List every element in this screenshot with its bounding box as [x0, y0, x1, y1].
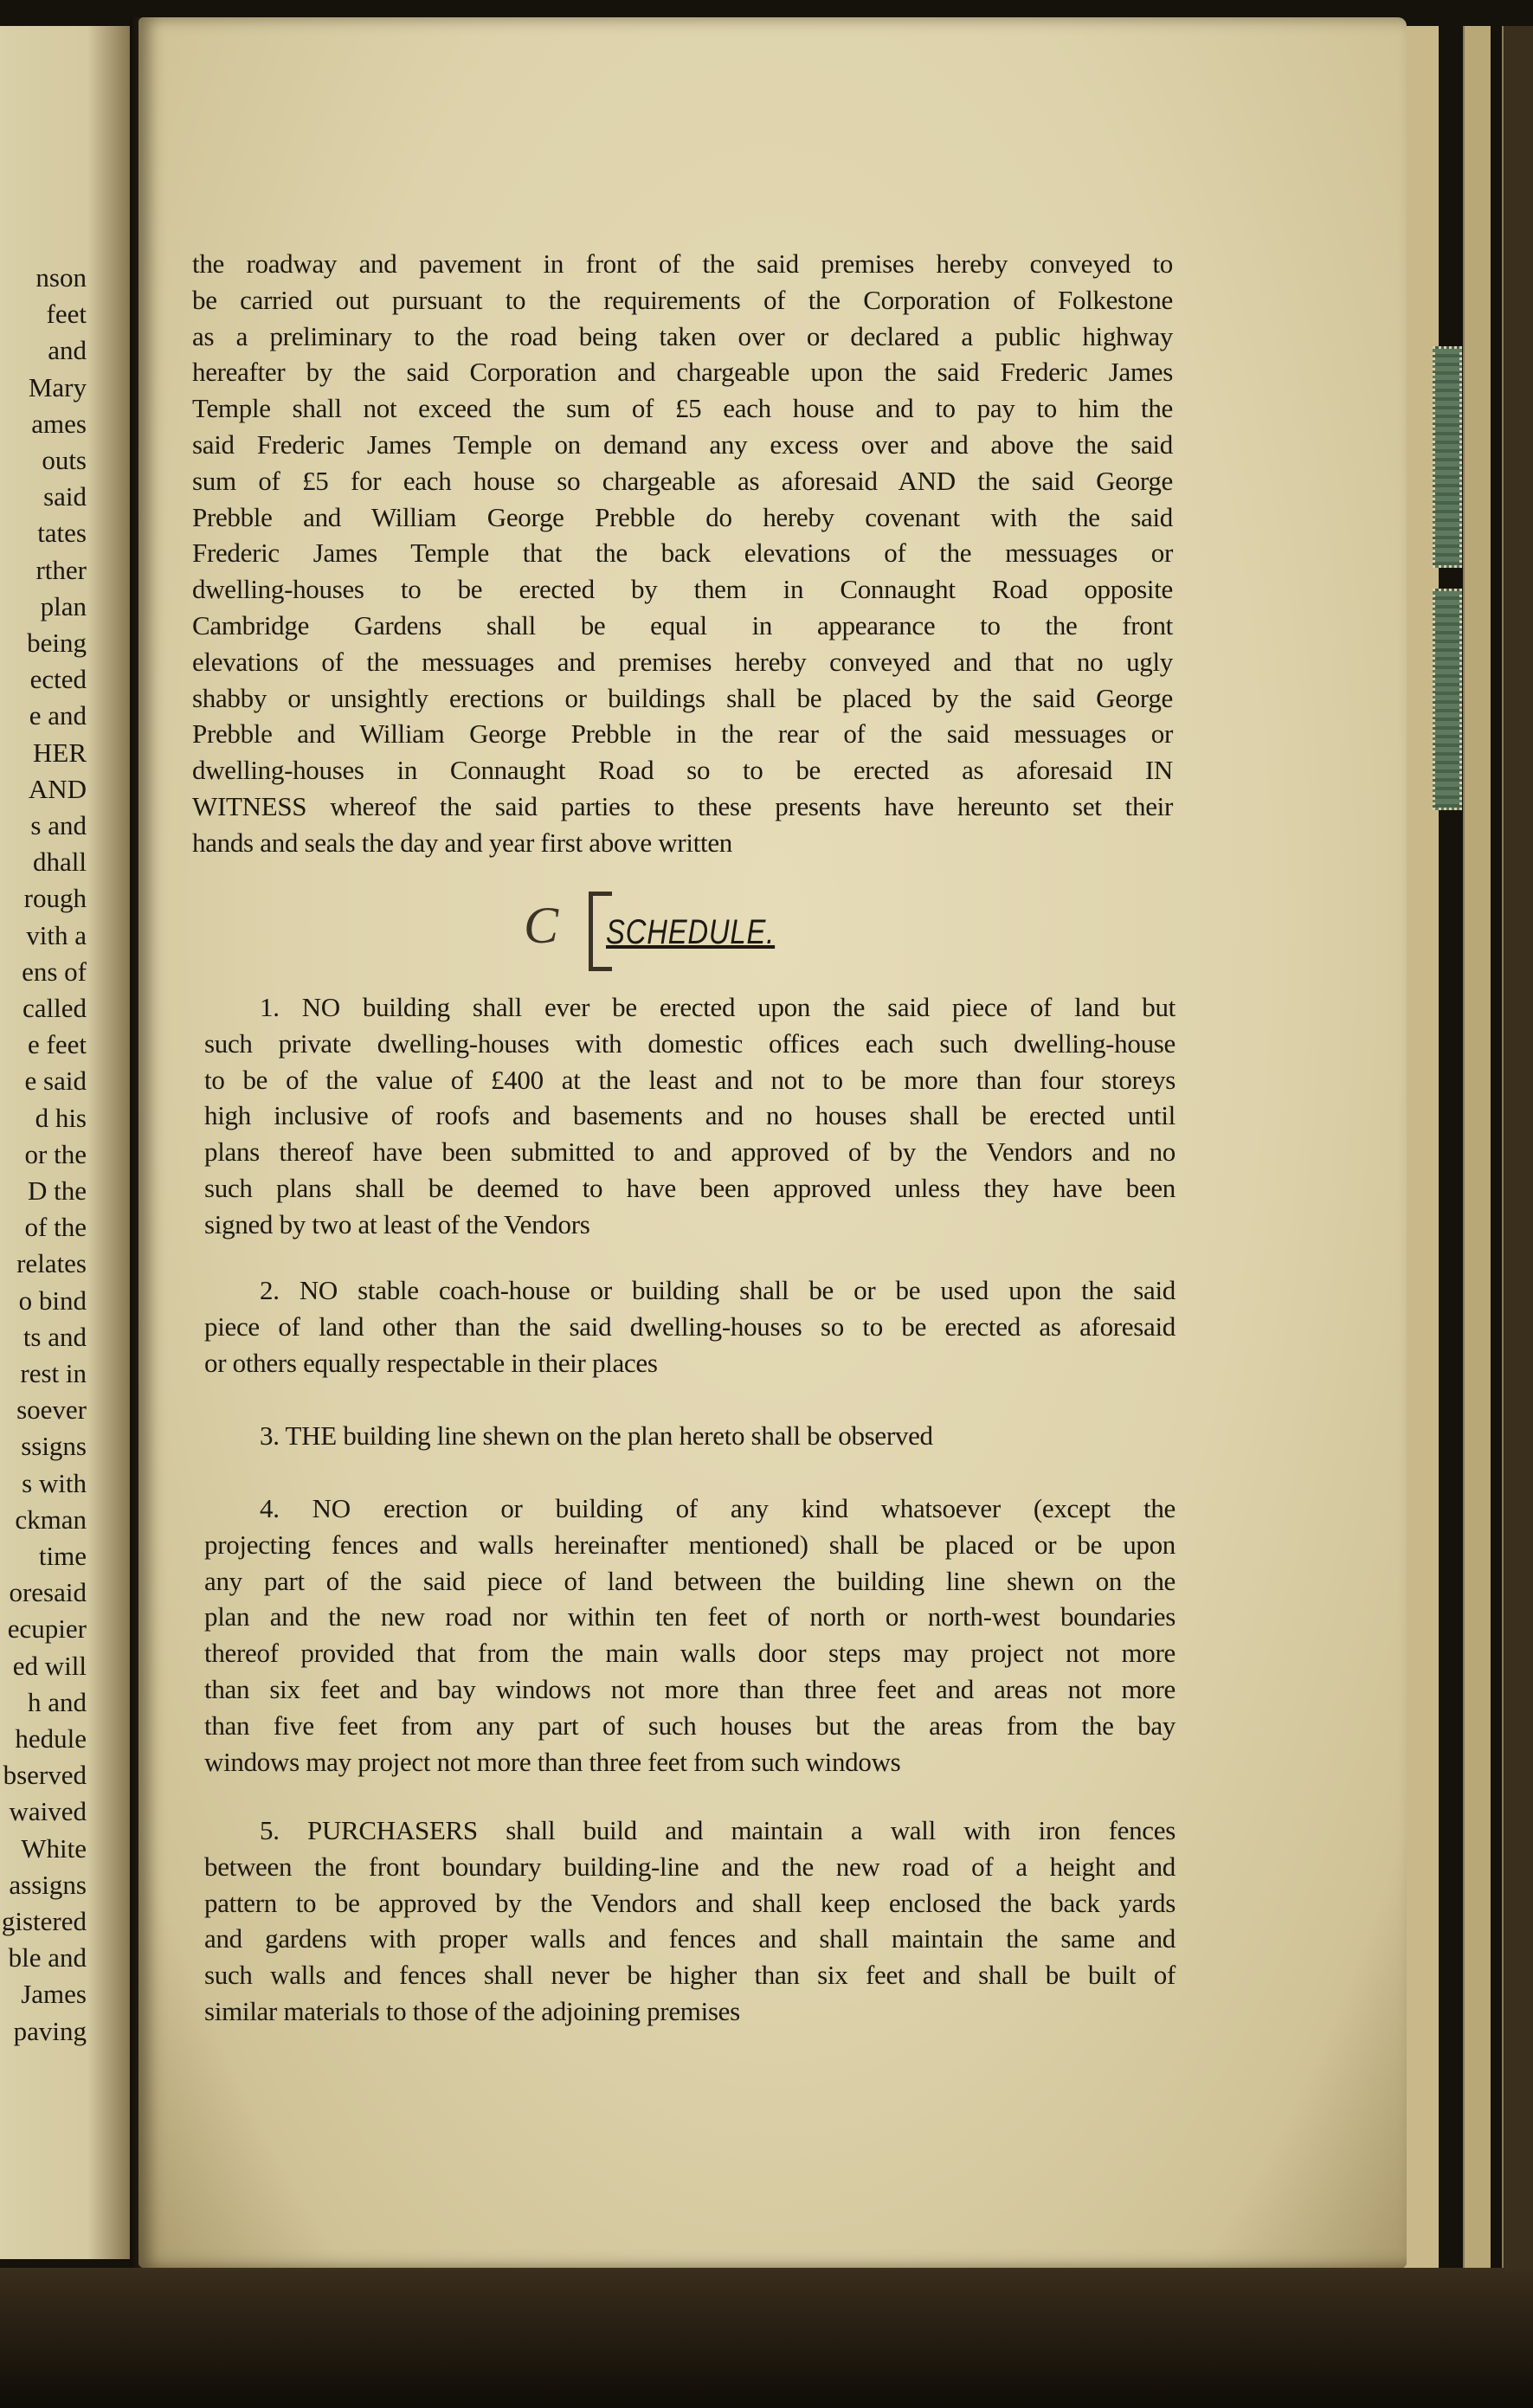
left-page-line: gistered [1, 1906, 87, 1936]
text-line: Prebble and William George Prebble do hereby covenant with the said [192, 501, 1173, 532]
text-line: Cambridge Gardens shall be equal in appearance to the front [192, 610, 1173, 641]
left-page-line: AND [28, 773, 87, 804]
text-line: 4. NO erection or building of any kind whatsoever (except the [260, 1493, 1176, 1523]
text-line: any part of the said piece of land between the building line shewn on the [204, 1565, 1176, 1596]
left-page-line: assigns [9, 1869, 87, 1900]
schedule-heading: SCHEDULE. [606, 913, 776, 951]
left-page-line: D the [27, 1175, 87, 1206]
text-line: be carried out pursuant to the requirements of the Corporation of Folkestone [192, 284, 1173, 315]
left-page-line: said [43, 481, 87, 512]
text-line: the roadway and pavement in front of the said premises hereby conveyed to [192, 248, 1173, 279]
left-page-line: ames [31, 408, 87, 439]
text-line: elevations of the messuages and premises hereby conveyed and that no ugly [192, 646, 1173, 677]
left-page-line: o bind [18, 1284, 87, 1316]
left-page-line: plan [40, 590, 87, 621]
text-line: or others equally respectable in their places [204, 1347, 658, 1378]
left-page-line: called [22, 993, 87, 1023]
text-line: windows may project not more than three feet from such windows [204, 1746, 901, 1777]
left-page-line: or the [24, 1138, 87, 1169]
left-page-line: relates [16, 1248, 87, 1279]
left-page-line: d his [35, 1102, 87, 1133]
text-line: projecting fences and walls hereinafter mentioned) shall be placed or be upon [204, 1529, 1176, 1560]
left-page-line: waived [9, 1796, 87, 1827]
text-line: hands and seals the day and year first above written [192, 827, 732, 858]
text-line: than six feet and bay windows not more than three feet and areas not more [204, 1674, 1176, 1704]
left-page-line: hedule [15, 1723, 87, 1754]
text-line: 2. NO stable coach-house or building shall be or be used upon the said [260, 1275, 1176, 1305]
left-page-line: ens of [22, 956, 87, 987]
revenue-stamp [1433, 589, 1462, 810]
text-line: dwelling-houses to be erected by them in Connaught Road opposite [192, 574, 1173, 605]
left-page-line: James [21, 1979, 87, 2010]
left-page-line: being [27, 628, 87, 658]
handwritten-mark: C [524, 897, 559, 954]
left-page-line: of the [24, 1212, 87, 1243]
text-line: and gardens with proper walls and fences and shall maintain the same and [204, 1923, 1176, 1954]
left-page-line: bserved [3, 1760, 87, 1791]
left-page-line: ecupier [7, 1613, 87, 1645]
left-page-line: s with [22, 1467, 87, 1498]
text-line: Temple shall not exceed the sum of £5 each house and to pay to him the [192, 393, 1173, 424]
left-page-line: time [38, 1541, 87, 1571]
text-line: thereof provided that from the main walls door steps may project not more [204, 1638, 1176, 1669]
text-line: said Frederic James Temple on demand any excess over and above the said [192, 429, 1173, 460]
left-page-line: rther [35, 554, 87, 585]
left-page-line: e said [24, 1066, 87, 1097]
left-page-line: oresaid [9, 1577, 87, 1608]
text-line: Prebble and William George Prebble in the rear of the said messuages or [192, 718, 1173, 750]
text-line: 5. PURCHASERS shall build and maintain a wall with iron fences [260, 1815, 1176, 1845]
text-line: to be of the value of £400 at the least and not to be more than four storeys [204, 1064, 1176, 1095]
text-line: sum of £5 for each house so chargeable as aforesaid AND the said George [192, 465, 1173, 496]
left-page-line: dhall [33, 847, 87, 878]
text-line: WITNESS whereof the said parties to these presents have hereunto set their [192, 791, 1173, 821]
text-line: high inclusive of roofs and basements and no houses shall be erected until [204, 1100, 1176, 1131]
left-page-line: nson [35, 262, 87, 293]
binding-edge [1502, 26, 1533, 2294]
text-line: pattern to be approved by the Vendors and shall keep enclosed the back yards [204, 1887, 1176, 1918]
left-page-line: rest in [20, 1358, 87, 1388]
left-page-line: s and [30, 810, 87, 840]
left-page-line: paving [13, 2015, 87, 2046]
text-line: as a preliminary to the road being taken over or declared a public highway [192, 320, 1173, 351]
text-line: piece of land other than the said dwelling-houses so to be erected as aforesaid [204, 1310, 1176, 1342]
left-page-line: and [48, 335, 87, 366]
text-line: between the front boundary building-line and the new road of a height and [204, 1851, 1176, 1882]
left-page-line: HER [33, 737, 87, 768]
text-line: signed by two at least of the Vendors [204, 1208, 590, 1239]
text-line: dwelling-houses in Connaught Road so to be erected as aforesaid IN [192, 755, 1173, 786]
left-page-line: outs [42, 445, 87, 475]
left-page-line: vith a [26, 919, 87, 950]
book-bottom-edge [0, 2268, 1533, 2408]
text-line: Frederic James Temple that the back elevations of the messuages or [192, 538, 1173, 569]
left-page-line: White [21, 1832, 87, 1864]
text-line: than five feet from any part of such houses but the areas from the bay [204, 1709, 1176, 1741]
left-page-line: ected [29, 664, 87, 695]
left-page-line: soever [16, 1394, 87, 1426]
left-page [0, 26, 145, 2259]
left-page-line: Mary [28, 371, 87, 402]
text-line: such private dwelling-houses with domestic offices each such dwelling-house [204, 1027, 1176, 1059]
left-page-line: ts and [23, 1321, 87, 1352]
text-line: hereafter by the said Corporation and chargeable upon the said Frederic James [192, 357, 1173, 388]
text-line: similar materials to those of the adjoining premises [204, 1996, 740, 2026]
text-line: plans thereof have been submitted to and approved of by the Vendors and no [204, 1136, 1176, 1168]
left-page-line: ble and [8, 1942, 87, 1973]
text-line: 3. THE building line shewn on the plan hereto shall be observed [260, 1420, 933, 1451]
left-page-line: e feet [28, 1029, 87, 1060]
text-line: such plans shall be deemed to have been approved unless they have been [204, 1173, 1176, 1203]
page-edge-stack [1463, 26, 1491, 2294]
left-page-line: h and [27, 1686, 87, 1717]
revenue-stamp [1433, 346, 1462, 568]
left-page-line: ed will [12, 1650, 87, 1681]
left-page-line: e and [29, 700, 87, 731]
left-page-line: tates [37, 518, 87, 549]
text-line: 1. NO building shall ever be erected upon the said piece of land but [260, 992, 1176, 1022]
left-page-line: ssigns [21, 1431, 87, 1462]
text-line: plan and the new road nor within ten feet of north or north-west boundaries [204, 1601, 1176, 1632]
left-page-line: rough [23, 883, 87, 914]
left-page-line: feet [46, 299, 87, 330]
left-page-line: ckman [15, 1503, 87, 1535]
text-line: shabby or unsightly erections or buildings shall be placed by the said George [192, 682, 1173, 713]
text-line: such walls and fences shall never be higher than six feet and shall be built of [204, 1960, 1176, 1991]
